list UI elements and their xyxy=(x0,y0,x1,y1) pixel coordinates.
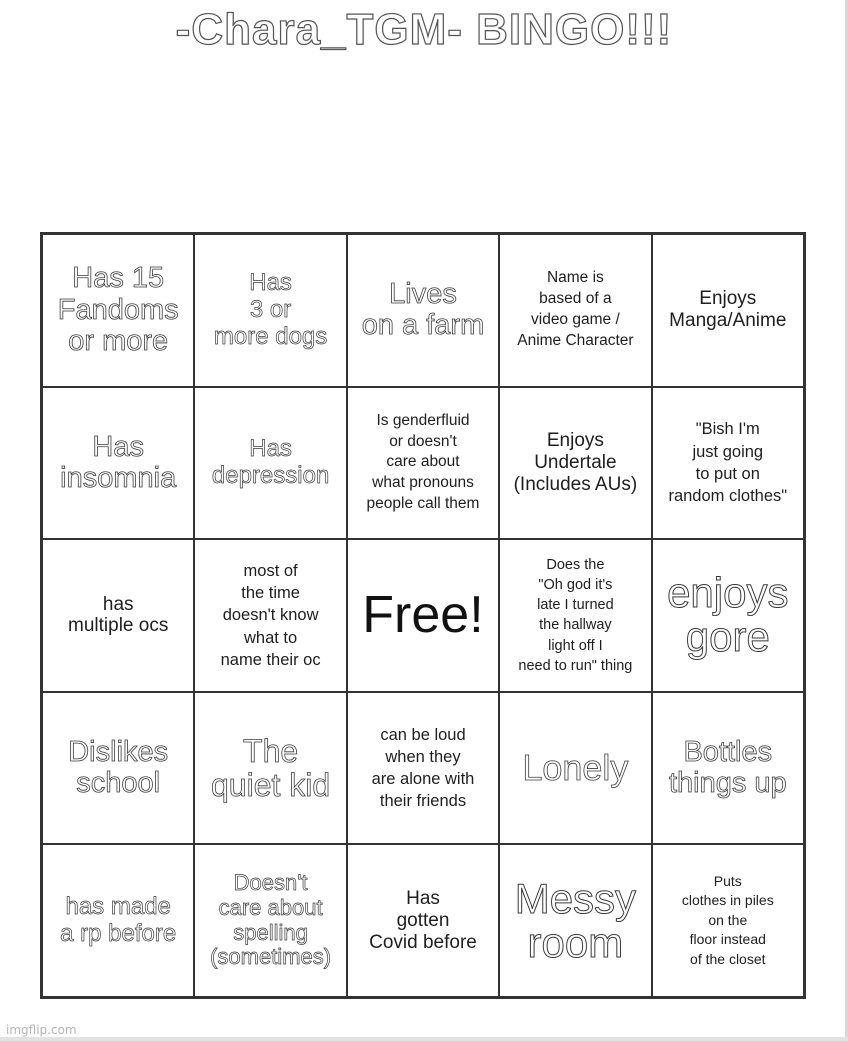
bingo-cell-r5c3 xyxy=(347,844,499,997)
bingo-cell-text: Enjoys Manga/Anime xyxy=(669,288,787,332)
bingo-cell-text: The quiet kid xyxy=(211,732,331,804)
bingo-cell-text: Has 15 Fandoms or more xyxy=(57,262,179,357)
bingo-cell-text: Doesn't care about spelling (sometimes) xyxy=(210,870,332,970)
bingo-title: -Chara_TGM- BINGO!!! xyxy=(175,5,673,54)
bingo-cell-r2c1 xyxy=(42,387,194,540)
bingo-cell-text: Has gotten Covid before xyxy=(369,887,477,953)
bingo-cell-r5c2 xyxy=(194,844,346,997)
bingo-cell-text: Is genderfluid or doesn't care about what pronouns people call them xyxy=(366,411,480,513)
bingo-cell-text: Has 3 or more dogs xyxy=(213,268,328,350)
bingo-cell-r1c4 xyxy=(499,234,651,387)
bingo-cell-r2c3 xyxy=(347,387,499,540)
bingo-cell-r4c1 xyxy=(42,692,194,845)
bingo-cell-text: Bottles things up xyxy=(668,735,787,800)
bingo-cell-r3c5 xyxy=(652,539,804,692)
page-bottom-border xyxy=(0,1037,848,1041)
bingo-cell-r3c4 xyxy=(499,539,651,692)
bingo-cell-r5c4 xyxy=(499,844,651,997)
bingo-cell-text: has multiple ocs xyxy=(68,593,169,637)
bingo-board xyxy=(40,232,806,999)
bingo-cell-r1c3 xyxy=(347,234,499,387)
bingo-cell-text: Has insomnia xyxy=(60,430,177,494)
bingo-cell-free xyxy=(347,539,499,692)
bingo-cell-r4c4 xyxy=(499,692,651,845)
bingo-cell-text: "Bish I'm just going to put on random clothes" xyxy=(668,420,788,506)
bingo-cell-r4c3 xyxy=(347,692,499,845)
imgflip-watermark: imgflip.com xyxy=(6,1023,77,1037)
bingo-cell-r2c5 xyxy=(652,387,804,540)
bingo-cell-r3c2 xyxy=(194,539,346,692)
bingo-cell-text: most of the time doesn't know what to name their oc xyxy=(220,561,321,669)
bingo-cell-text: Messy room xyxy=(514,874,637,966)
bingo-cell-r4c2 xyxy=(194,692,346,845)
bingo-cell-r3c1 xyxy=(42,539,194,692)
bingo-cell-r2c2 xyxy=(194,387,346,540)
bingo-cell-text: has made a rp before xyxy=(60,892,177,947)
bingo-cell-r5c5 xyxy=(652,844,804,997)
bingo-cell-text: enjoys gore xyxy=(667,569,789,661)
bingo-cell-r5c1 xyxy=(42,844,194,997)
bingo-cell-text: can be loud when they are alone with their friends xyxy=(371,725,475,811)
free-space-label: Free! xyxy=(362,585,484,644)
bingo-cell-r2c4 xyxy=(499,387,651,540)
bingo-cell-r1c1 xyxy=(42,234,194,387)
bingo-cell-r1c2 xyxy=(194,234,346,387)
bingo-cell-text: Dislikes school xyxy=(68,735,169,800)
bingo-cell-text: Has depression xyxy=(211,435,330,489)
bingo-cell-text: Lives on a farm xyxy=(361,277,485,342)
bingo-cell-text: Name is based of a video game / Anime Character xyxy=(517,269,634,350)
bingo-cell-r4c5 xyxy=(652,692,804,845)
bingo-cell-text: Puts clothes in piles on the floor instead of the closet xyxy=(681,872,774,968)
bingo-cell-text: Enjoys Undertale (Includes AUs) xyxy=(513,430,638,495)
bingo-cell-r1c5 xyxy=(652,234,804,387)
bingo-cell-text: Lonely xyxy=(522,746,629,788)
bingo-cell-text: Does the "Oh god it's late I turned the hallway light off I need to run" thing xyxy=(518,556,633,675)
